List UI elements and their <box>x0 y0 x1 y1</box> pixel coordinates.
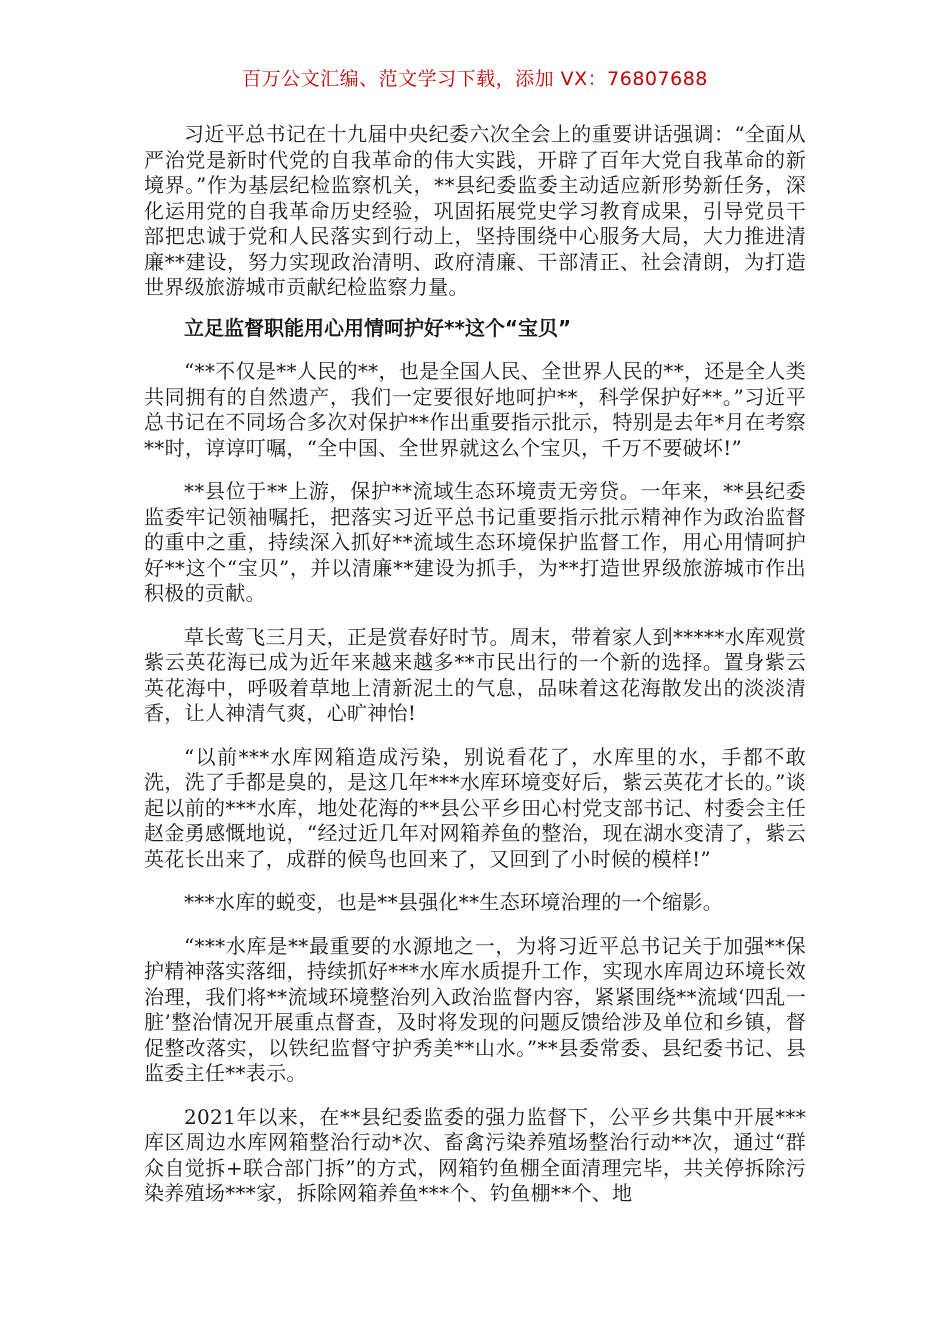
body-paragraph: “**不仅是**人民的**，也是全国人民、全世界人民的**，还是全人类共同拥有的自然遗产，我们一定要很好地呵护**，科学保护好**。”习近平总书记在不同场合多次对保护**作出重要指示批示，特别是去年*月在考察**时，谆谆叮嘱，“全中国、全世界就这么个宝贝，千万不要破坏!” <box>144 359 806 460</box>
watermark-banner: 百万公文汇编、范文学习下载，添加 VX：76807688 <box>242 68 708 90</box>
body-paragraph: 2021年以来，在**县纪委监委的强力监督下，公平乡共集中开展***库区周边水库网箱整治行动*次、畜禽污染养殖场整治行动**次，通过“群众自觉拆+联合部门拆”的方式，网箱钓鱼棚全面清理完毕，共关停拆除污染养殖场***家，拆除网箱养鱼***个、钓鱼棚**个、地 <box>144 1104 806 1205</box>
body-paragraph: **县位于**上游，保护**流域生态环境责无旁贷。一年来，**县纪委监委牢记领袖嘱托，把落实习近平总书记重要指示批示精神作为政治监督的重中之重，持续深入抓好**流域生态环境保护监督工作，用心用情呵护好**这个“宝贝”，并以清廉**建设为抓手，为**打造世界级旅游城市作出积极的贡献。 <box>144 479 806 605</box>
body-paragraph: 草长莺飞三月天，正是赏春好时节。周末，带着家人到*****水库观赏紫云英花海已成为近年来越来越多**市民出行的一个新的选择。置身紫云英花海中，呼吸着草地上清新泥土的气息，品味着这花海散发出的淡淡清香，让人神清气爽，心旷神怡! <box>144 624 806 725</box>
intro-paragraph: 习近平总书记在十九届中央纪委六次全会上的重要讲话强调：“全面从严治党是新时代党的自我革命的伟大实践，开辟了百年大党自我革命的新境界。”作为基层纪检监察机关，**县纪委监委主动适应新形势新任务，深化运用党的自我革命历史经验，巩固拓展党史学习教育成果，引导党员干部把忠诚于党和人民落实到行动上，坚持围绕中心服务大局，大力推进清廉**建设，努力实现政治清明、政府清廉、干部清正、社会清朗，为打造世界级旅游城市贡献纪检监察力量。 <box>144 122 806 299</box>
body-paragraph: “以前***水库网箱造成污染，别说看花了，水库里的水，手都不敢洗，洗了手都是臭的，是这几年***水库环境变好后，紫云英花才长的。”谈起以前的***水库，地处花海的**县公平乡田心村党支部书记、村委会主任赵金勇感慨地说，“经过近几年对网箱养鱼的整治，现在湖水变清了，紫云英花长出来了，成群的候鸟也回来了，又回到了小时候的模样!” <box>144 744 806 871</box>
document-body <box>144 122 806 1225</box>
body-paragraph: ***水库的蜕变，也是**县强化**生态环境治理的一个缩影。 <box>184 890 723 914</box>
body-paragraph: “***水库是**最重要的水源地之一，为将习近平总书记关于加强**保护精神落实落细，持续抓好***水库水质提升工作，实现水库周边环境长效治理，我们将**流域环境整治列入政治监督内容，紧紧围绕**流域‘四乱一脏’整治情况开展重点督查，及时将发现的问题反馈给涉及单位和乡镇，督促整改落实，以铁纪监督守护秀美**山水。”**县委常委、县纪委书记、县监委主任**表示。 <box>144 933 806 1085</box>
section-heading: 立足监督职能用心用情呵护好**这个“宝贝” <box>184 315 572 340</box>
